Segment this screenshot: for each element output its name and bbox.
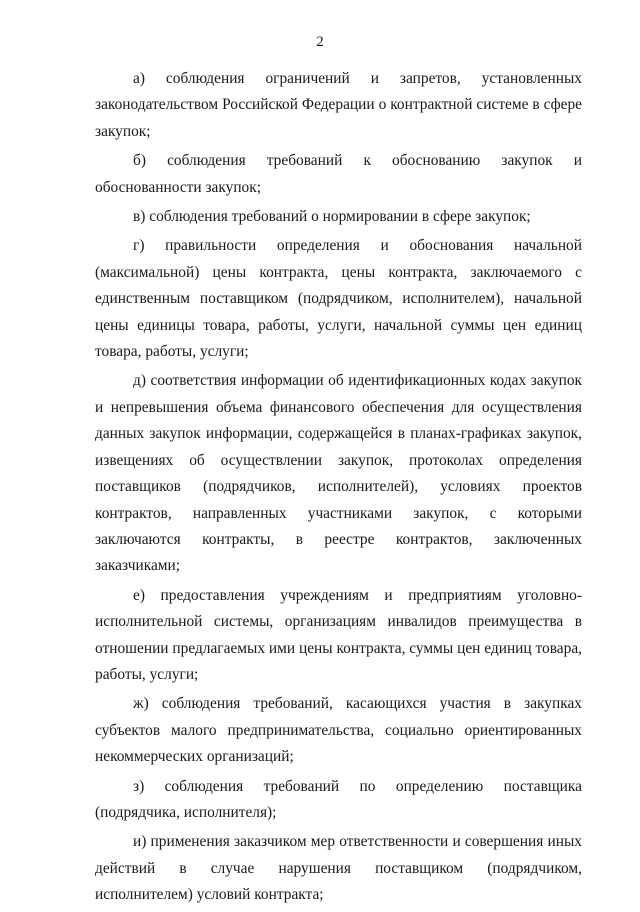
paragraph-d: д) соответствия информации об идентификационных кодах закупок и непревышения объема финансового обеспечения для осуществления данных закупок информации, содержащейся в планах-графиках закупок, извещениях об осуществлении закупок, протоколах определения поставщиков (подрядчиков, исполнителей), условиях проектов контрактов, направленных участниками закупок, с которыми заключаются контракты, в реестре контрактов, заключенных заказчиками; [95,372,582,575]
paragraph-v: в) соблюдения требований о нормировании в сфере закупок; [133,208,531,226]
paragraph-b: б) соблюдения требований к обоснованию закупок и обоснованности закупок; [95,152,582,196]
paragraph-e: е) предоставления учреждениям и предприятиям уголовно-исполнительной системы, организациям инвалидов преимущества в отношении предлагаемых ими цены контракта, суммы цен единиц товара, работы, услуги; [95,586,582,683]
paragraph-z: з) соблюдения требований по определению поставщика (подрядчика, исполнителя); [95,777,582,821]
paragraph-zh: ж) соблюдения требований, касающихся участия в закупках субъектов малого предпринимательства, социально ориентированных некоммерческих организаций; [95,695,582,766]
paragraph-a: а) соблюдения ограничений и запретов, установленных законодательством Российской Федерации о контрактной системе в сфере закупок; [95,70,582,140]
paragraph-g: г) правильности определения и обоснования начальной (максимальной) цены контракта, цены контракта, заключаемого с единственным поставщиком (подрядчиком, исполнителем), начальной цены единицы товара, работы, услуги, начальной суммы цен единиц товара, работы, услуги; [95,237,582,361]
paragraph-i: и) применения заказчиком мер ответственности и совершения иных действий в случае нарушения поставщиком (подрядчиком, исполнителем) условий контракта; [95,833,582,904]
page-number: 2 [316,34,324,50]
document-body [95,66,582,912]
